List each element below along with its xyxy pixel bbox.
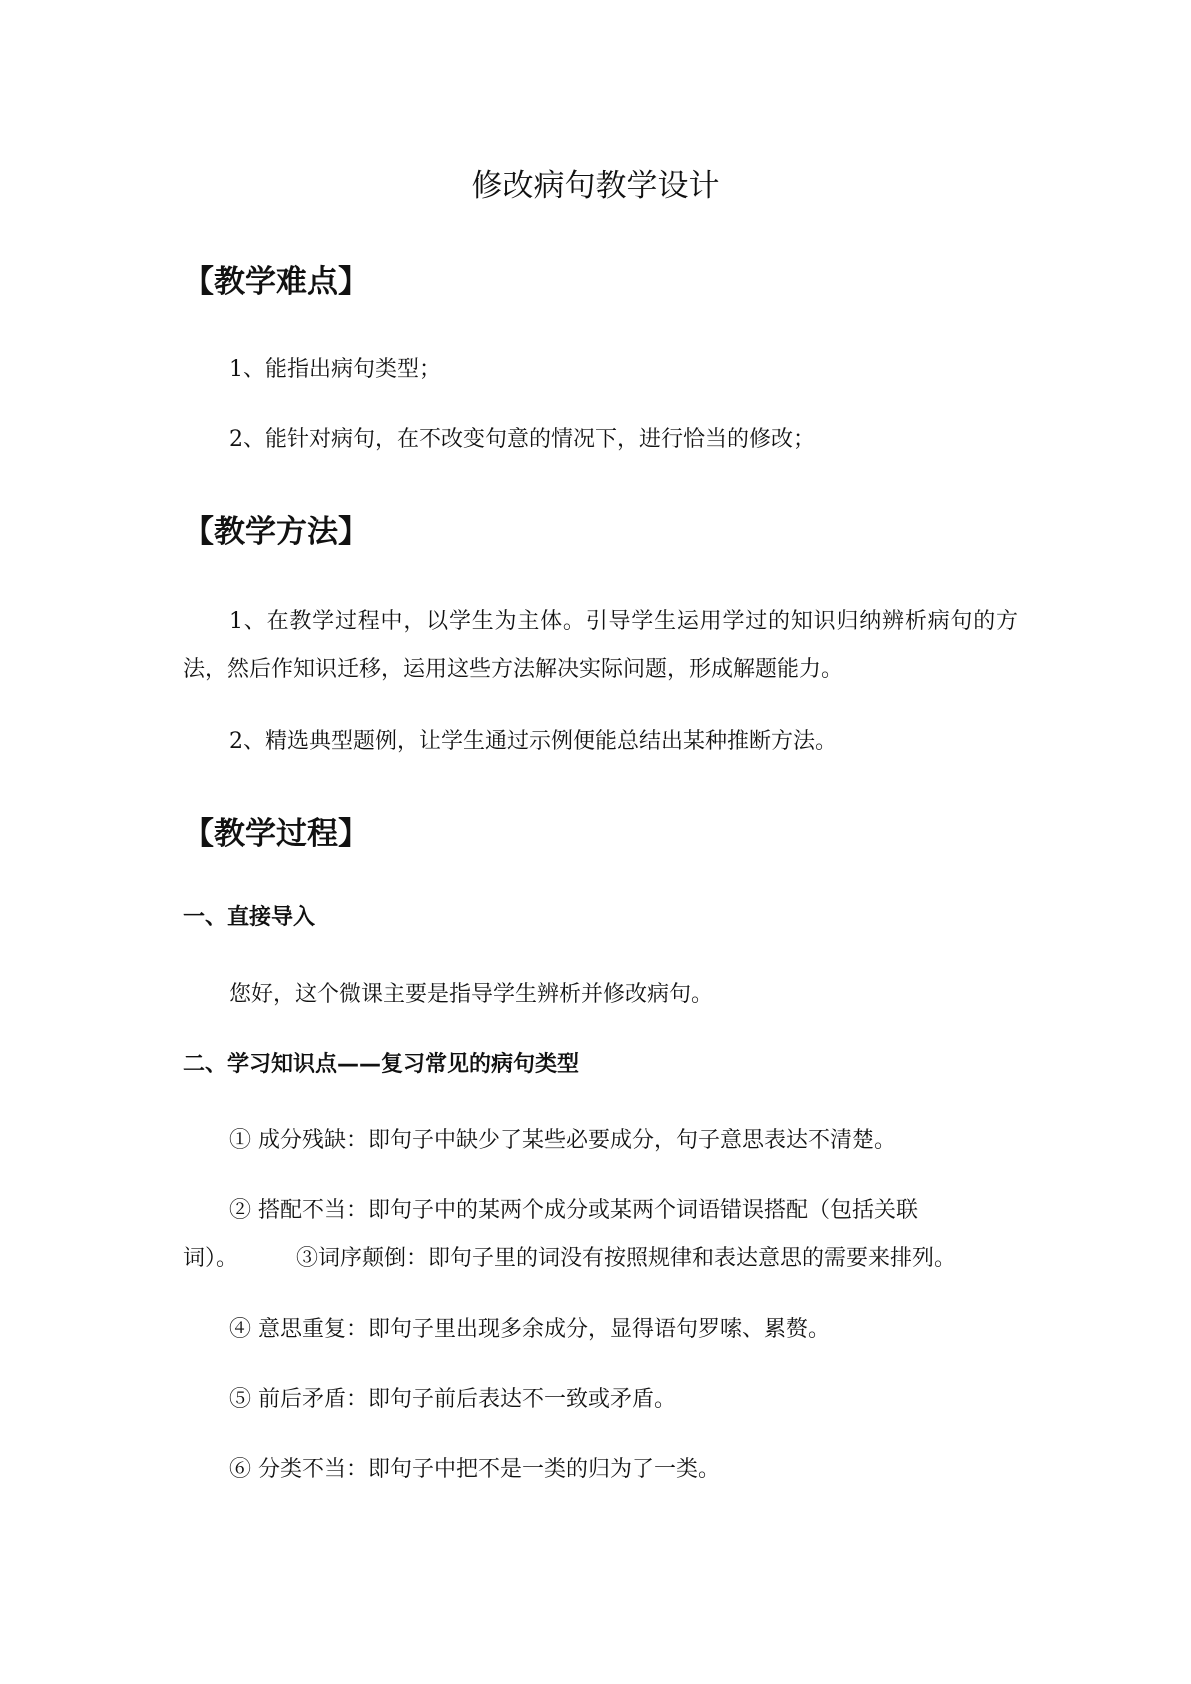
sentence-type-item-2-line2-wrap <box>183 1235 1018 1283</box>
sentence-type-item-4: ④ 意思重复：即句子里出现多余成分，显得语句罗嗦、累赘。 <box>229 1317 830 1342</box>
sentence-type-item-1: ① 成分残缺：即句子中缺少了某些必要成分，句子意思表达不清楚。 <box>229 1128 896 1153</box>
heading-teaching-difficulties: 【教学难点】 <box>183 264 369 300</box>
heading-teaching-process: 【教学过程】 <box>183 816 369 852</box>
sentence-type-item-5: ⑤ 前后矛盾：即句子前后表达不一致或矛盾。 <box>229 1387 676 1412</box>
sentence-type-item-2-3 <box>183 1187 1018 1283</box>
sentence-type-item-6: ⑥ 分类不当：即句子中把不是一类的归为了一类。 <box>229 1457 720 1482</box>
document-title: 修改病句教学设计 <box>471 168 720 204</box>
process-part1-text: 您好，这个微课主要是指导学生辨析并修改病句。 <box>229 982 714 1007</box>
heading-teaching-methods: 【教学方法】 <box>183 514 369 550</box>
difficulty-item-2: 2、能针对病句，在不改变句意的情况下，进行恰当的修改； <box>229 427 815 452</box>
difficulty-item-1: 1、能指出病句类型； <box>229 357 441 382</box>
sentence-type-item-2-line1: ② 搭配不当：即句子中的某两个成分或某两个词语错误搭配（包括关联 <box>229 1198 918 1223</box>
sentence-type-item-3: ③词序颠倒：即句子里的词没有按照规律和表达意思的需要来排列。 <box>296 1246 957 1271</box>
sentence-type-item-2-line2: 词）。 <box>183 1246 239 1271</box>
process-part2-heading: 二、学习知识点——复习常见的病句类型 <box>183 1052 580 1077</box>
method-item-1: 1、在教学过程中，以学生为主体。引导学生运用学过的知识归纳辨析病句的方法，然后作知识迁移，运用这些方法解决实际问题，形成解题能力。 <box>183 609 1018 682</box>
process-part1-heading: 一、直接导入 <box>183 905 316 930</box>
method-item-2: 2、精选典型题例，让学生通过示例便能总结出某种推断方法。 <box>229 729 837 754</box>
